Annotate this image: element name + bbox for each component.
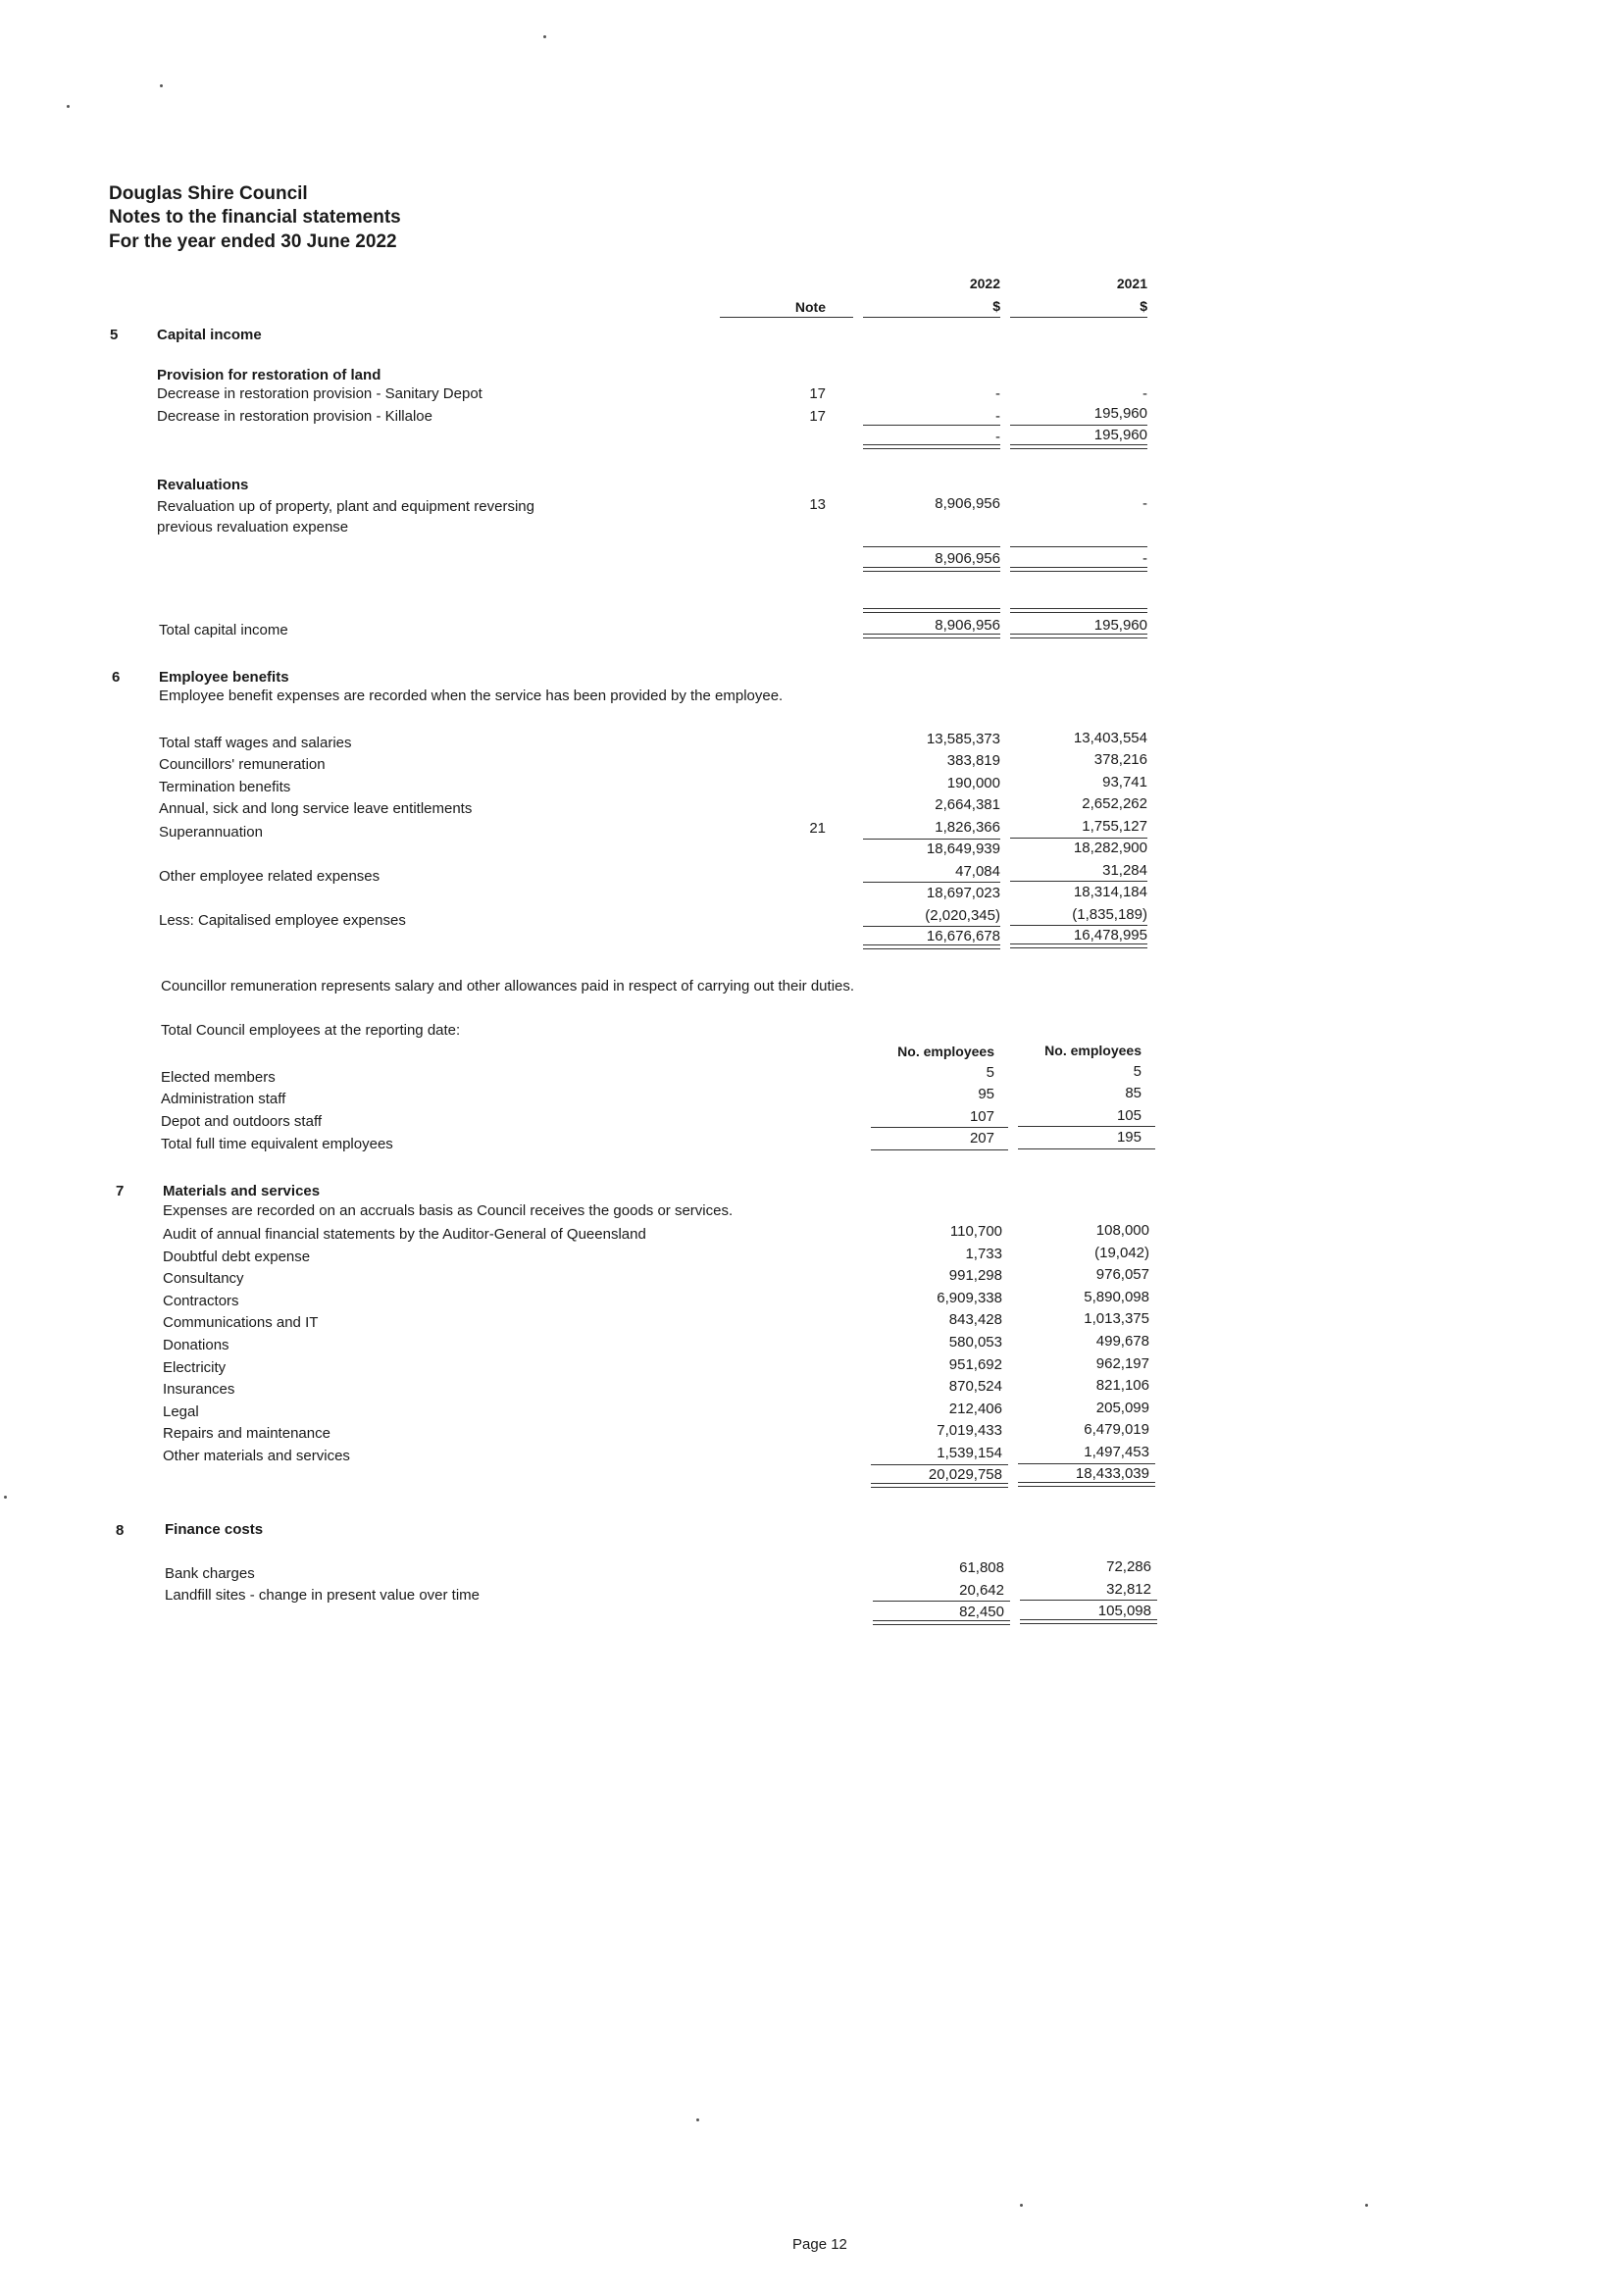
scan-speck (696, 2118, 699, 2121)
line-item-note: 21 (809, 820, 826, 837)
report-entity-title: Douglas Shire Council (109, 183, 308, 204)
col-2022-currency: $ (992, 298, 1000, 314)
total-2021: 195,960 (1093, 617, 1147, 634)
value-2021: 821,106 (1095, 1377, 1149, 1394)
line-item-label: Other employee related expenses (159, 868, 381, 885)
subtotal-2021: 18,282,900 (1073, 840, 1147, 856)
col-note-heading: Note (794, 299, 826, 315)
line-item-label: Communications and IT (163, 1314, 319, 1331)
total-label: Total capital income (159, 622, 288, 638)
total-2022: 8,906,956 (935, 617, 1000, 634)
section-title: Employee benefits (159, 669, 289, 686)
employees-value-2022: 107 (969, 1108, 994, 1125)
section-number: 6 (112, 669, 121, 686)
employees-total-label: Total full time equivalent employees (161, 1136, 393, 1152)
value-2021: 962,197 (1095, 1355, 1149, 1372)
subtotal-rule (1010, 838, 1147, 839)
subtotal-rule (863, 882, 1000, 883)
value-2022: 61,808 (959, 1559, 1004, 1576)
value-2021: 93,741 (1102, 774, 1147, 790)
value-2021: - (1142, 495, 1147, 512)
value-2022: 383,819 (946, 752, 1000, 769)
line-item-label: Contractors (163, 1293, 239, 1309)
line-item-label: Annual, sick and long service leave entitlements (159, 800, 473, 817)
value-2021: 378,216 (1093, 751, 1147, 768)
subtotal-rule (871, 1464, 1008, 1465)
value-2022: - (995, 385, 1000, 402)
subtotal-rule (863, 425, 1000, 426)
section-number: 8 (116, 1522, 125, 1539)
value-2021: 205,099 (1095, 1400, 1149, 1416)
col-2021-year: 2021 (1116, 276, 1147, 291)
employees-value-2021: 5 (1133, 1063, 1142, 1080)
value-2022: 2,664,381 (935, 796, 1000, 813)
value-2021: 976,057 (1095, 1266, 1149, 1283)
total-double-rule (1020, 1619, 1157, 1624)
value-2022: 1,539,154 (937, 1445, 1002, 1461)
line-item-label: Consultancy (163, 1270, 244, 1287)
value-2021: 195,960 (1093, 405, 1147, 422)
line-item-label: Revaluation up of property, plant and equipment reversing (157, 498, 534, 515)
section-intro: Employee benefit expenses are recorded when the service has been provided by the employee. (159, 688, 784, 704)
line-item-label: Insurances (163, 1381, 235, 1398)
employees-value-2021: 105 (1116, 1107, 1142, 1124)
line-item-label: Legal (163, 1403, 199, 1420)
subtotal-rule (873, 1601, 1010, 1602)
employees-row-label: Depot and outdoors staff (161, 1113, 323, 1130)
employees-col-2021: No. employees (1044, 1043, 1142, 1058)
total-top-rule (863, 608, 1000, 613)
col-note-underline (720, 317, 853, 318)
value-2021: (19,042) (1094, 1245, 1149, 1261)
line-item-label-cont: previous revaluation expense (157, 519, 349, 535)
scan-speck (160, 84, 163, 87)
page-number: Page 12 (792, 2236, 847, 2253)
value-2022: 6,909,338 (937, 1290, 1002, 1306)
value-2021: (1,835,189) (1072, 906, 1147, 923)
total-double-rule (863, 567, 1000, 572)
col-2021-underline (1010, 317, 1147, 318)
total-top-rule (1010, 608, 1147, 613)
total-rule (1018, 1148, 1155, 1149)
total-double-rule (871, 1483, 1008, 1488)
total-double-rule (1018, 1482, 1155, 1487)
subtotal-2022: - (995, 429, 1000, 445)
line-item-note: 17 (809, 385, 826, 402)
value-2021: 13,403,554 (1073, 730, 1147, 746)
value-2021: 6,479,019 (1084, 1421, 1149, 1438)
employees-total-2022: 207 (969, 1130, 994, 1147)
total-double-rule (1010, 567, 1147, 572)
section-number: 7 (116, 1183, 125, 1199)
subtotal-rule (1010, 425, 1147, 426)
explanatory-note: Councillor remuneration represents salary and other allowances paid in respect of carrying out their duties. (161, 978, 855, 994)
section-title: Finance costs (165, 1521, 264, 1538)
value-2021: 499,678 (1095, 1333, 1149, 1350)
value-2022: - (995, 408, 1000, 425)
subtotal-rule (1010, 546, 1147, 547)
value-2021: 5,890,098 (1084, 1289, 1149, 1305)
total-2021: 16,478,995 (1073, 927, 1147, 943)
subtotal-rule (1020, 1600, 1157, 1601)
line-item-label: Doubtful debt expense (163, 1249, 311, 1265)
line-item-label: Decrease in restoration provision - Sanitary Depot (157, 385, 482, 402)
total-double-rule (1010, 943, 1147, 948)
scan-speck (543, 35, 546, 38)
line-item-label: Repairs and maintenance (163, 1425, 330, 1442)
value-2022: 843,428 (948, 1311, 1002, 1328)
section-title: Capital income (157, 327, 262, 343)
subtotal-rule (1010, 925, 1147, 926)
subsection-title: Provision for restoration of land (157, 367, 381, 383)
subtotal-2021: 18,314,184 (1073, 884, 1147, 900)
line-item-label: Donations (163, 1337, 229, 1353)
value-2021: - (1142, 385, 1147, 402)
value-2022: 991,298 (948, 1267, 1002, 1284)
col-2021-currency: $ (1140, 298, 1147, 314)
line-item-label: Other materials and services (163, 1448, 350, 1464)
subsection-title: Revaluations (157, 477, 249, 493)
value-2022: 190,000 (946, 775, 1000, 791)
value-2021: 1,013,375 (1084, 1310, 1149, 1327)
employees-col-2022: No. employees (897, 1044, 994, 1059)
employees-intro: Total Council employees at the reporting date: (161, 1022, 461, 1039)
value-2021: 72,286 (1106, 1558, 1151, 1575)
section-title: Materials and services (163, 1183, 321, 1199)
line-item-label: Superannuation (159, 824, 263, 841)
value-2021: 2,652,262 (1082, 795, 1147, 812)
subtotal-rule (863, 839, 1000, 840)
col-2022-underline (863, 317, 1000, 318)
employees-value-2022: 95 (978, 1086, 994, 1102)
subtotal-rule (1018, 1126, 1155, 1127)
line-item-note: 13 (809, 496, 826, 513)
employees-value-2021: 85 (1125, 1085, 1142, 1101)
report-subtitle: Notes to the financial statements (109, 207, 401, 228)
value-2022: 110,700 (949, 1223, 1002, 1240)
total-double-rule (863, 634, 1000, 638)
scan-speck (67, 105, 70, 108)
subtotal-rule (871, 1127, 1008, 1128)
employees-row-label: Elected members (161, 1069, 276, 1086)
value-2022: 870,524 (948, 1378, 1002, 1395)
line-item-label: Termination benefits (159, 779, 291, 795)
total-2022: 16,676,678 (926, 928, 1000, 944)
line-item-label: Audit of annual financial statements by the Auditor-General of Queensland (163, 1226, 646, 1243)
line-item-label: Electricity (163, 1359, 227, 1376)
total-2022: 20,029,758 (928, 1466, 1002, 1483)
scan-speck (1020, 2204, 1023, 2207)
total-double-rule (873, 1620, 1010, 1625)
line-item-note: 17 (809, 408, 826, 425)
report-period: For the year ended 30 June 2022 (109, 231, 397, 252)
subtotal-rule (863, 926, 1000, 927)
total-double-rule (863, 444, 1000, 449)
line-item-label: Decrease in restoration provision - Killaloe (157, 408, 432, 425)
line-item-label: Less: Capitalised employee expenses (159, 912, 406, 929)
value-2021: 32,812 (1106, 1581, 1151, 1598)
value-2021: 1,497,453 (1084, 1444, 1149, 1460)
subtotal-2022: 18,697,023 (926, 885, 1000, 901)
subtotal-rule (1010, 881, 1147, 882)
subtotal-rule (1018, 1463, 1155, 1464)
scan-speck (1365, 2204, 1368, 2207)
scan-speck (4, 1496, 7, 1499)
value-2022: (2,020,345) (925, 907, 1000, 924)
employees-value-2022: 5 (986, 1064, 994, 1081)
total-double-rule (1010, 634, 1147, 638)
value-2022: 13,585,373 (926, 731, 1000, 747)
value-2022: 7,019,433 (937, 1422, 1002, 1439)
line-item-label: Bank charges (165, 1565, 255, 1582)
value-2022: 8,906,956 (935, 495, 1000, 512)
subtotal-2022: 8,906,956 (935, 550, 1000, 567)
employees-total-2021: 195 (1116, 1129, 1142, 1146)
line-item-label: Total staff wages and salaries (159, 735, 352, 751)
value-2022: 47,084 (955, 863, 1000, 880)
value-2022: 951,692 (948, 1356, 1002, 1373)
col-2022-year: 2022 (969, 276, 1000, 291)
value-2022: 212,406 (948, 1401, 1002, 1417)
total-rule (871, 1149, 1008, 1150)
value-2021: 1,755,127 (1082, 818, 1147, 835)
value-2021: 31,284 (1102, 862, 1147, 879)
total-2021: 18,433,039 (1075, 1465, 1149, 1482)
line-item-label: Councillors' remuneration (159, 756, 326, 773)
line-item-label: Landfill sites - change in present value over time (165, 1587, 481, 1604)
value-2021: 108,000 (1095, 1222, 1149, 1239)
subtotal-2021: 195,960 (1093, 427, 1147, 443)
section-intro: Expenses are recorded on an accruals basis as Council receives the goods or services. (163, 1202, 734, 1219)
value-2022: 580,053 (948, 1334, 1002, 1351)
total-2022: 82,450 (959, 1604, 1004, 1620)
total-double-rule (863, 944, 1000, 949)
value-2022: 20,642 (959, 1582, 1004, 1599)
employees-row-label: Administration staff (161, 1091, 286, 1107)
subtotal-rule (863, 546, 1000, 547)
section-number: 5 (110, 327, 119, 343)
total-2021: 105,098 (1097, 1603, 1151, 1619)
value-2022: 1,826,366 (935, 819, 1000, 836)
total-double-rule (1010, 444, 1147, 449)
subtotal-2022: 18,649,939 (926, 841, 1000, 857)
subtotal-2021: - (1142, 550, 1147, 567)
value-2022: 1,733 (965, 1246, 1002, 1262)
